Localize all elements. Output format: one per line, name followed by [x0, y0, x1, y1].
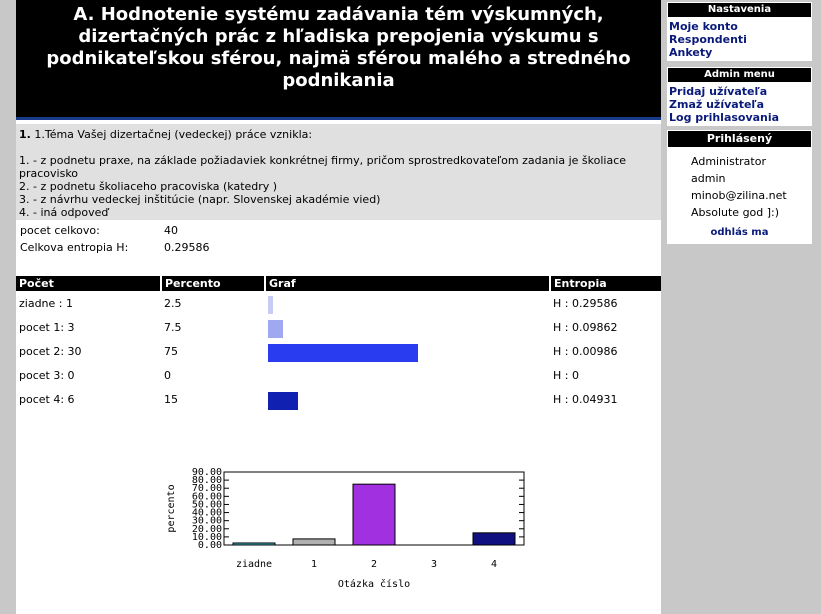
settings-menu: [667, 18, 812, 61]
y-tick-label: 60.00: [191, 491, 222, 503]
main-content: [16, 0, 661, 614]
settings-header: Nastavenia: [667, 2, 812, 18]
chart-bar: [473, 533, 515, 545]
table-row: [16, 388, 661, 412]
row-count: pocet 4: 6: [19, 393, 75, 406]
table-header: [16, 276, 661, 291]
row-entropy: H : 0.09862: [553, 321, 618, 334]
col-header-count: Počet: [16, 276, 160, 291]
y-tick-label: 10.00: [191, 531, 222, 543]
question-text: 1.Téma Vašej dizertačnej (vedeckej) práce vznikla:: [34, 128, 313, 141]
row-percent: 75: [164, 345, 178, 358]
row-entropy: H : 0.04931: [553, 393, 618, 406]
row-count: pocet 1: 3: [19, 321, 75, 334]
page-title: A. Hodnotenie systému zadávania tém výskumných, dizertačných prác z hľadiska prepojenia výskumu s podnikateľskou sférou, najmä sférou malého a stredného podnikania: [46, 4, 631, 91]
row-graph-bar: [268, 320, 283, 338]
row-graph-bar: [268, 296, 273, 314]
row-percent: 15: [164, 393, 178, 406]
x-tick-label: ziadne: [235, 559, 273, 570]
row-entropy: H : 0.29586: [553, 297, 618, 310]
stat-total-value: 40: [164, 224, 178, 237]
table-row: [16, 292, 661, 316]
stat-total-label: pocet celkovo:: [20, 224, 100, 237]
x-tick-label: 1: [310, 559, 318, 570]
x-tick-label: 3: [430, 559, 438, 570]
link-delete-user[interactable]: Zmaž užívateľa: [669, 98, 765, 111]
link-my-account[interactable]: Moje konto: [669, 20, 738, 33]
y-tick-label: 0.00: [197, 540, 222, 551]
sidebar: [667, 0, 812, 244]
x-tick-label: 2: [370, 559, 378, 570]
answer-option: 4. - iná odpoveď: [19, 206, 109, 219]
table-row: [16, 364, 661, 388]
col-header-graph: Graf: [266, 276, 549, 291]
user-email: minob@zilina.net: [691, 189, 787, 202]
user-name: Administrator: [691, 155, 766, 168]
col-header-percent: Percento: [162, 276, 264, 291]
answer-option: 3. - z návrhu vedeckej inštitúcie (napr. Slovenskej akadémie vied): [19, 193, 381, 206]
row-entropy: H : 0.00986: [553, 345, 618, 358]
results-chart: [146, 463, 526, 593]
row-graph-bar: [268, 392, 298, 410]
y-tick-label: 50.00: [191, 499, 222, 511]
table-row: [16, 340, 661, 364]
user-login: admin: [691, 172, 726, 185]
row-entropy: H : 0: [553, 369, 579, 382]
answer-option: 1. - z podnetu praxe, na základe požiadaviek konkrétnej firmy, pričom sprostredkovateľom zadania je školiace pracovisko: [19, 154, 627, 180]
row-count: ziadne : 1: [19, 297, 73, 310]
y-tick-label: 40.00: [191, 507, 222, 519]
question-block: [16, 124, 661, 220]
x-tick-label: 4: [490, 559, 498, 570]
link-add-user[interactable]: Pridaj užívateľa: [669, 85, 768, 98]
stat-total: [20, 224, 178, 237]
col-header-entropy: Entropia: [551, 276, 661, 291]
stat-entropy-value: 0.29586: [164, 241, 210, 254]
logged-in-box: [667, 148, 812, 244]
y-tick-label: 70.00: [191, 483, 222, 495]
stat-entropy-label: Celkova entropia H:: [20, 241, 129, 254]
x-axis-label: Otázka číslo: [337, 579, 411, 590]
y-tick-label: 30.00: [191, 515, 222, 527]
user-role: Absolute god ]:): [691, 206, 780, 219]
link-respondents[interactable]: Respondenti: [669, 33, 747, 46]
row-count: pocet 3: 0: [19, 369, 75, 382]
chart-bar: [233, 543, 275, 545]
y-axis-label: percento: [166, 484, 177, 533]
link-surveys[interactable]: Ankety: [669, 46, 713, 59]
page-header: [16, 0, 661, 120]
admin-menu: [667, 83, 812, 126]
row-percent: 7.5: [164, 321, 182, 334]
logged-in-header: Prihlásený: [667, 130, 812, 148]
row-count: pocet 2: 30: [19, 345, 82, 358]
chart-bar: [353, 484, 395, 545]
answer-option: 2. - z podnetu školiaceho pracoviska (katedry ): [19, 180, 278, 193]
y-tick-label: 80.00: [191, 475, 222, 487]
logout-link[interactable]: odhlás ma: [710, 227, 769, 238]
row-graph-bar: [268, 344, 418, 362]
link-login-log[interactable]: Log prihlasovania: [669, 111, 780, 124]
y-tick-label: 90.00: [191, 467, 222, 478]
question-number: 1.: [19, 128, 31, 141]
table-row: [16, 316, 661, 340]
row-percent: 2.5: [164, 297, 182, 310]
chart-bar: [293, 539, 335, 545]
row-percent: 0: [164, 369, 171, 382]
admin-menu-header: Admin menu: [667, 67, 812, 83]
y-tick-label: 20.00: [191, 523, 222, 535]
stat-entropy: [20, 241, 210, 254]
